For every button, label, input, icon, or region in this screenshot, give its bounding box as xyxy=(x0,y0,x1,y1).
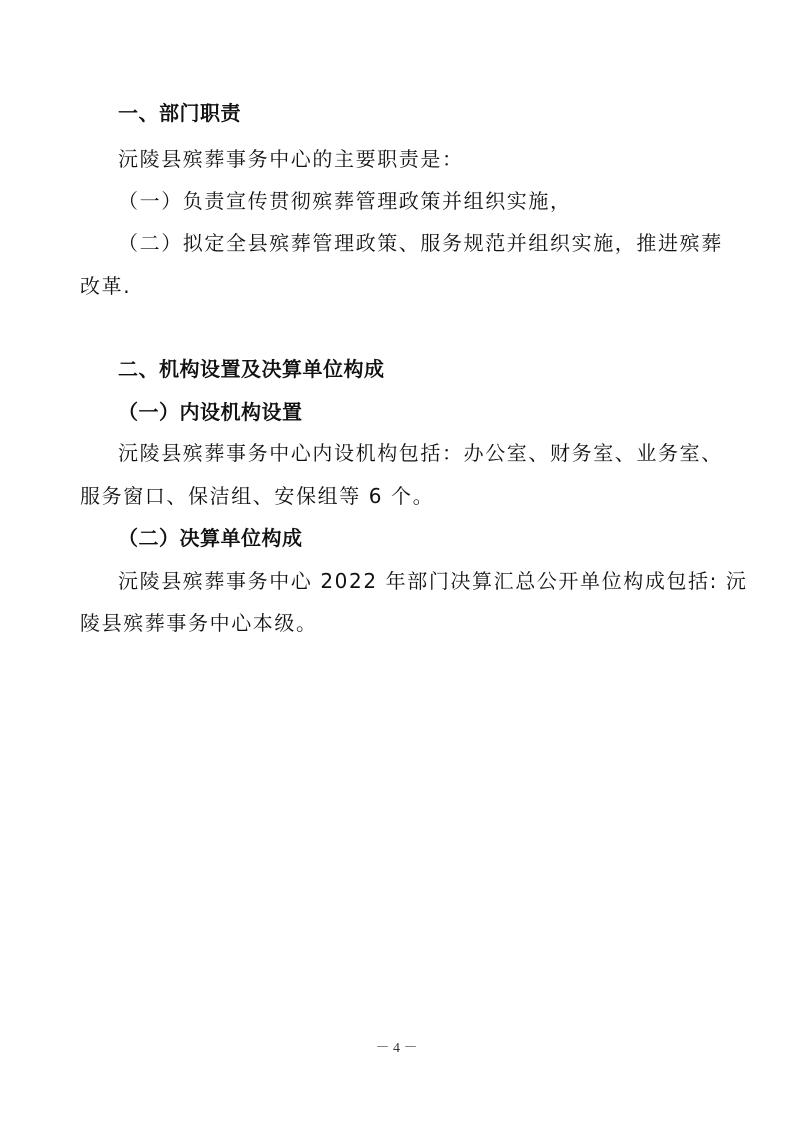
subsection-heading-final-accounts-units: （二）决算单位构成 xyxy=(118,526,303,550)
duty-item-1: （一）负责宣传贯彻殡葬管理政策并组织实施， xyxy=(118,189,572,213)
section-heading-duties: 一、部门职责 xyxy=(118,101,241,125)
duty-item-2-line-1: （二）拟定全县殡葬管理政策、服务规范并组织实施，推进殡葬 xyxy=(118,231,723,255)
internal-units-line-2: 服务窗口、保洁组、安保组等 6 个。 xyxy=(80,484,435,508)
duties-intro: 沅陵县殡葬事务中心的主要职责是： xyxy=(118,147,464,171)
final-accounts-units-line-2: 陵县殡葬事务中心本级。 xyxy=(80,611,318,635)
internal-units-line-1: 沅陵县殡葬事务中心内设机构包括：办公室、财务室、业务室、 xyxy=(118,441,723,465)
subsection-heading-internal-units: （一）内设机构设置 xyxy=(118,400,303,424)
page-number: － 4 － xyxy=(375,1041,418,1056)
section-heading-structure: 二、机构设置及决算单位构成 xyxy=(118,357,385,381)
final-accounts-units-line-1: 沅陵县殡葬事务中心 2022 年部门决算汇总公开单位构成包括: 沅 xyxy=(118,569,748,593)
duty-item-2-line-2: 改革. xyxy=(80,274,132,298)
